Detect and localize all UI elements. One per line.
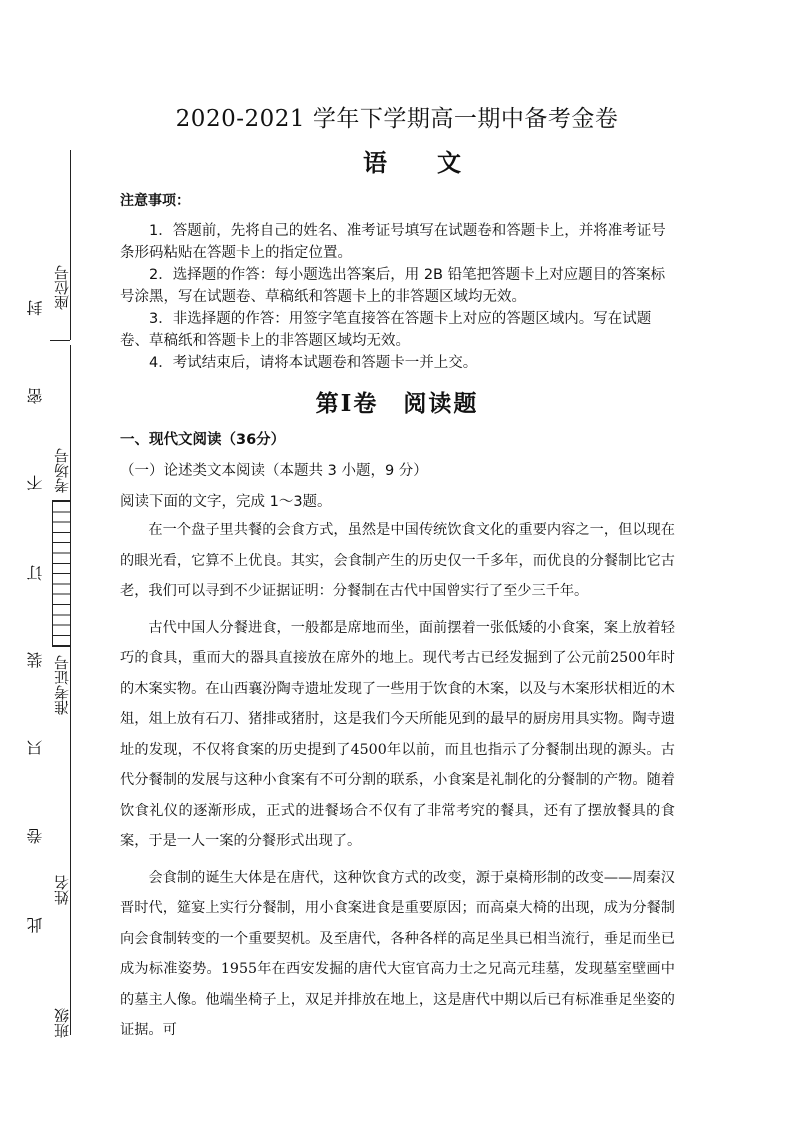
seal-char: 订: [26, 565, 45, 581]
passage-paragraph: 会食制的诞生大体是在唐代，这种饮食方式的改变，源于桌椅形制的改变——周秦汉晋时代，筵宴上实行分餐制，用小食案进食是重要原因；而高桌大椅的出现，成为分餐制向会食制转变的一个重要契机。及至唐代，各种各样的高足坐具已相当流行，垂足而坐已成为标准姿势。1955年在西安发掘的唐代大宦官高力士之兄高元珪墓，发现墓室壁画中的墓主人像。他端坐椅子上，双足并排放在地上，这是唐代中期以后已有标准垂足坐姿的证据。可: [120, 869, 675, 1038]
exam-title: 2020-2021 学年下学期高一期中备考金卷: [175, 106, 619, 132]
notice-heading: 注意事项：: [120, 193, 190, 209]
ticket-number-boxes[interactable]: [52, 500, 71, 647]
seal-char: 卷: [26, 828, 45, 844]
exam-room-label: 考场号: [53, 448, 71, 493]
ticket-number-label: 准考证号: [53, 655, 71, 715]
subsection-heading: （一）论述类文本阅读（本题共 3 小题，9 分）: [120, 463, 428, 479]
seal-char: 密: [26, 388, 45, 404]
passage-paragraph: 在一个盘子里共餐的会食方式，虽然是中国传统饮食文化的重要内容之一，但以现在的眼光看，它算不上优良。其实，会食制产生的历史仅一千多年，而优良的分餐制比它古老，我们可以寻到不少证据证明：分餐制在古代中国曾实行了至少三千年。: [120, 522, 675, 599]
class-label: 班级: [53, 1008, 71, 1038]
name-label: 姓名: [53, 875, 71, 905]
reading-passage: [120, 515, 675, 1052]
seat-number-label: 座位号: [53, 265, 71, 310]
notice-item: 3．非选择题的作答：用签字笔直接答在答题卡上对应的答题区域内。写在试题卷、草稿纸和答题卡上的非答题区域均无效。: [120, 311, 652, 349]
part-title: 第Ⅰ卷 阅读题: [315, 390, 479, 417]
seal-char: 装: [26, 652, 45, 668]
seal-char: 此: [26, 917, 45, 933]
seal-char: 封: [26, 300, 45, 316]
notice-item: 4．考试结束后，请将本试题卷和答题卡一并上交。: [149, 355, 478, 371]
passage-paragraph: 古代中国人分餐进食，一般都是席地而坐，面前摆着一张低矮的小食案，案上放着轻巧的食具，重而大的器具直接放在席外的地上。现代考古已经发掘到了公元前2500年时的木案实物。在山西襄汾陶寺遗址发现了一些用于饮食的木案，以及与木案形状相近的木俎，俎上放有石刀、猪排或猪肘，这是我们今天所能见到的最早的厨房用具实物。陶寺遗址的发现，不仅将食案的历史提到了4500年以前，而且也指示了分餐制出现的源头。古代分餐制的发展与这种小食案有不可分割的联系，小食案是礼制化的分餐制的产物。随着饮食礼仪的逐渐形成，正式的进餐场合不仅有了非常考究的餐具，还有了摆放餐具的食案，于是一人一案的分餐形式出现了。: [120, 619, 675, 849]
section-heading: 一、现代文阅读（36分）: [120, 432, 286, 448]
seal-char: 只: [26, 740, 45, 756]
notice-list: [120, 220, 675, 374]
reading-instruction: 阅读下面的文字，完成 1～3题。: [120, 494, 332, 510]
subject-title: 语文: [363, 148, 511, 177]
binding-line-top: [70, 150, 71, 340]
binding-tick: [50, 340, 70, 341]
notice-item: 1．答题前，先将自己的姓名、准考证号填写在试题卷和答题卡上，并将准考证号条形码粘贴在答题卡上的指定位置。: [120, 223, 666, 261]
notice-item: 2．选择题的作答：每小题选出答案后，用 2B 铅笔把答题卡上对应题目的答案标号涂黑，写在试题卷、草稿纸和答题卡上的非答题区域均无效。: [120, 267, 666, 305]
seal-char: 不: [26, 475, 45, 491]
